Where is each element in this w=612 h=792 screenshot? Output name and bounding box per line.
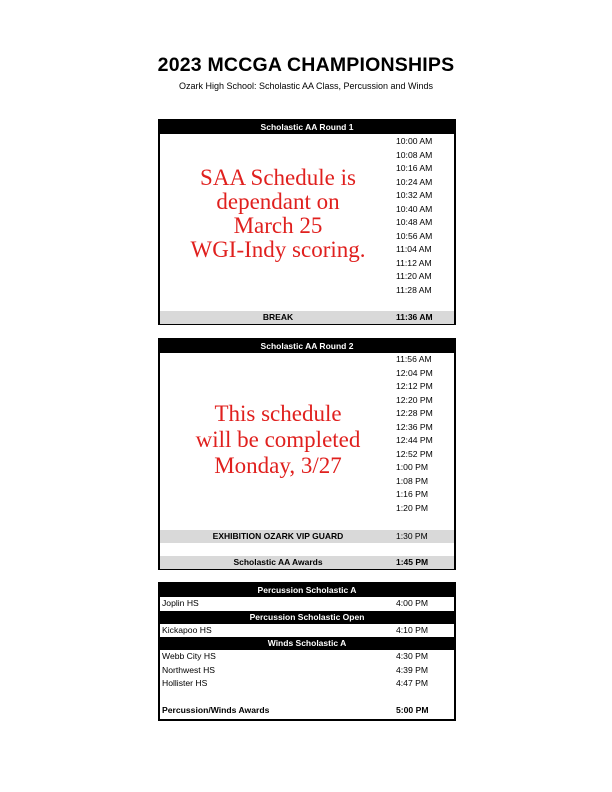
- time-slot: 11:20 AM: [396, 271, 432, 281]
- time-slot: 10:16 AM: [396, 163, 433, 173]
- time-slot: 12:20 PM: [396, 394, 433, 405]
- time-slot: 1:20 PM: [396, 502, 429, 513]
- exhibition-row: [160, 530, 454, 543]
- round1-note-line: SAA Schedule is: [200, 165, 356, 190]
- time-slot: 10:56 AM: [396, 230, 433, 241]
- time-slot: 11:28 AM: [396, 284, 432, 295]
- unit-time: 4:10 PM: [396, 624, 429, 635]
- unit-time: 4:47 PM: [396, 678, 429, 688]
- awards-row: [160, 556, 454, 569]
- round1-note-line: WGI-Indy scoring.: [190, 237, 366, 262]
- time-slot: 10:32 AM: [396, 190, 433, 200]
- unit-name: Kickapoo HS: [162, 624, 212, 635]
- round2-note-line: will be completed: [195, 427, 361, 452]
- page-title: 2023 MCCGA CHAMPIONSHIPS: [157, 54, 455, 76]
- exhibition-time: 1:30 PM: [396, 531, 428, 541]
- unit-name: Hollister HS: [162, 678, 208, 688]
- awards-label: Percussion/Winds Awards: [162, 704, 270, 715]
- round1-note-line: March 25: [233, 213, 323, 238]
- spacer: [160, 691, 454, 704]
- time-slot: 10:40 AM: [396, 203, 433, 214]
- unit-time: 4:00 PM: [396, 598, 429, 608]
- perc-winds-table: [158, 582, 456, 721]
- table-row: [160, 677, 454, 691]
- section-header: Winds Scholastic A: [160, 637, 454, 650]
- section-header: Percussion Scholastic A: [160, 584, 454, 597]
- unit-name: Webb City HS: [162, 651, 216, 661]
- round1-note: [160, 166, 396, 262]
- round1-times: [396, 135, 432, 297]
- time-slot: 11:12 AM: [396, 257, 432, 268]
- table-row: [160, 597, 454, 611]
- round1-table: [158, 119, 456, 325]
- unit-time: 4:39 PM: [396, 664, 429, 675]
- round2-note-line: Monday, 3/27: [214, 453, 342, 478]
- time-slot: 10:24 AM: [396, 176, 433, 187]
- time-slot: 1:00 PM: [396, 462, 429, 472]
- time-slot: 10:48 AM: [396, 217, 433, 227]
- time-slot: 12:44 PM: [396, 435, 433, 445]
- time-slot: 1:16 PM: [396, 489, 429, 499]
- table-row: [160, 650, 454, 664]
- awards-time: 5:00 PM: [396, 704, 429, 715]
- time-slot: 12:12 PM: [396, 381, 433, 391]
- unit-time: 4:30 PM: [396, 651, 429, 661]
- time-slot: 12:28 PM: [396, 408, 433, 418]
- break-label: BREAK: [262, 312, 294, 322]
- awards-label: Scholastic AA Awards: [233, 557, 323, 567]
- time-slot: 10:00 AM: [396, 136, 433, 146]
- break-row: [160, 311, 454, 324]
- time-slot: 12:04 PM: [396, 367, 433, 378]
- round2-table: [158, 338, 456, 570]
- time-slot: 10:08 AM: [396, 149, 433, 160]
- round2-times: [396, 353, 433, 515]
- awards-time: 1:45 PM: [396, 557, 429, 567]
- time-slot: 11:04 AM: [396, 244, 432, 254]
- unit-name: Northwest HS: [162, 664, 216, 675]
- time-slot: 12:52 PM: [396, 448, 433, 459]
- exhibition-label: EXHIBITION OZARK VIP GUARD: [212, 531, 344, 541]
- round2-header: Scholastic AA Round 2: [160, 340, 454, 353]
- page-subtitle: Ozark High School: Scholastic AA Class, Percussion and Winds: [178, 81, 434, 91]
- awards-row: [160, 704, 454, 718]
- time-slot: 12:36 PM: [396, 421, 433, 432]
- unit-name: Joplin HS: [162, 598, 199, 608]
- round2-note: [160, 401, 396, 479]
- time-slot: 11:56 AM: [396, 354, 432, 364]
- round1-note-line: dependant on: [216, 189, 340, 214]
- table-row: [160, 624, 454, 638]
- round2-note-line: This schedule: [214, 401, 342, 426]
- section-header: Percussion Scholastic Open: [160, 611, 454, 624]
- break-time: 11:36 AM: [396, 312, 433, 322]
- round1-header: Scholastic AA Round 1: [160, 121, 454, 134]
- table-row: [160, 664, 454, 678]
- time-slot: 1:08 PM: [396, 475, 429, 486]
